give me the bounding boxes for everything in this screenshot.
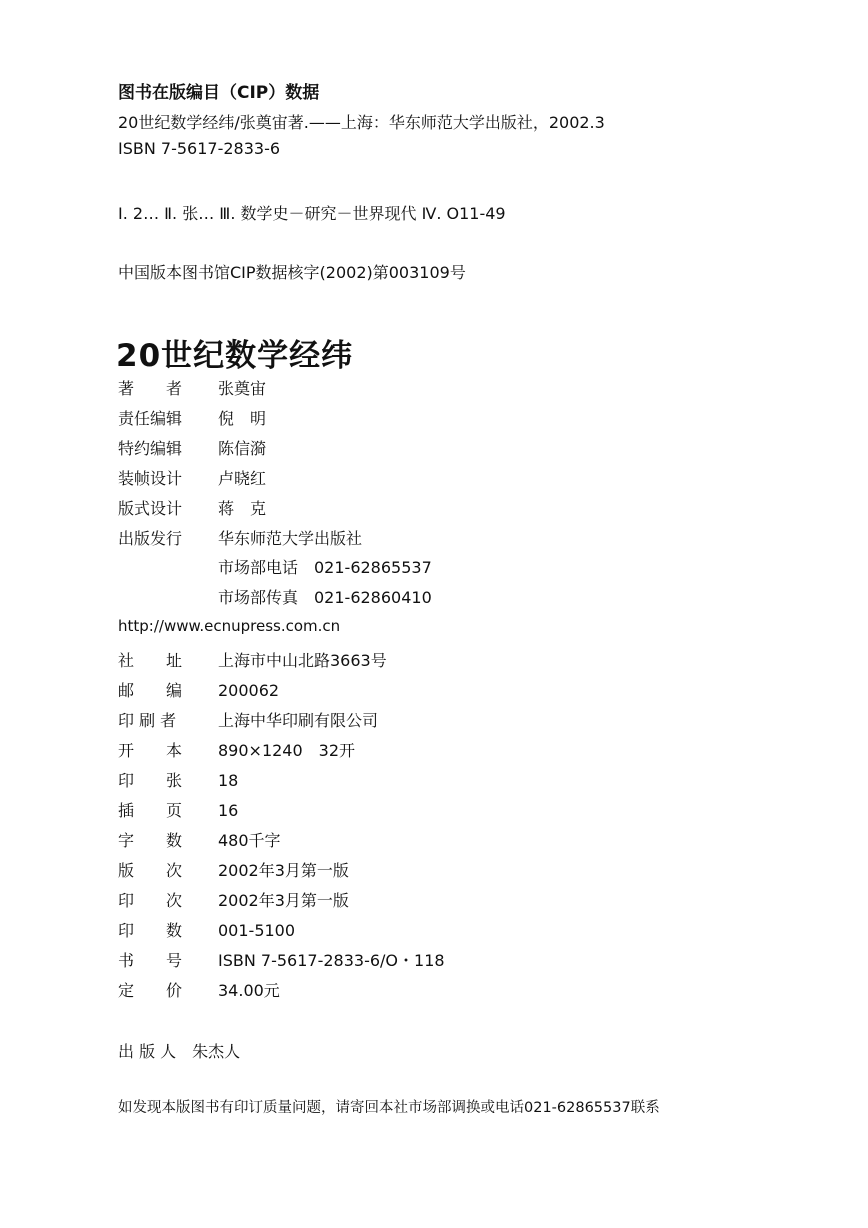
credit-label: 出版发行 (118, 529, 183, 548)
credit-label: 著 者 (118, 379, 183, 398)
credit-value: 陈信漪 (218, 439, 267, 458)
detail-value: 上海市中山北路3663号 (218, 651, 387, 670)
detail-value: 480千字 (218, 831, 281, 850)
detail-row-print-run (118, 918, 295, 941)
detail-label: 书 号 (118, 951, 183, 970)
detail-row-postcode (118, 678, 279, 701)
detail-label: 邮 编 (118, 681, 183, 700)
quality-notice: 如发现本版图书有印订质量问题，请寄回本社市场部调换或电话021-62865537联系 (118, 1100, 660, 1116)
detail-row-format (118, 738, 355, 761)
detail-row-price (118, 978, 280, 1001)
detail-label: 印 数 (118, 921, 183, 940)
detail-value: 18 (218, 771, 239, 790)
cip-heading: 图书在版编目（CIP）数据 (118, 83, 320, 103)
detail-value: 2002年3月第一版 (218, 891, 349, 910)
credit-value: 蒋 克 (218, 499, 267, 518)
credit-label: 特约编辑 (118, 439, 183, 458)
cip-line-title: 20世纪数学经纬/张奠宙著.——上海：华东师范大学出版社，2002.3 (118, 113, 605, 132)
detail-row-isbn (118, 948, 445, 971)
detail-value: 上海中华印刷有限公司 (218, 711, 379, 730)
detail-label: 定 价 (118, 981, 183, 1000)
credit-row-layout-design (118, 496, 266, 519)
detail-row-sheets (118, 768, 238, 791)
detail-value: ISBN 7-5617-2833-6/O・118 (218, 951, 445, 970)
cip-line-isbn: ISBN 7-5617-2833-6 (118, 139, 281, 158)
detail-row-edition (118, 858, 349, 881)
cip-line-record-number: 中国版本图书馆CIP数据核字(2002)第003109号 (118, 263, 466, 282)
credit-row-special-editor (118, 436, 266, 459)
detail-label: 版 次 (118, 861, 183, 880)
credit-row-publisher (118, 526, 362, 549)
detail-label: 印 张 (118, 771, 183, 790)
detail-value: 200062 (218, 681, 280, 700)
detail-label: 插 页 (118, 801, 183, 820)
credit-row-binding-design (118, 466, 266, 489)
marketing-fax: 市场部传真 021-62860410 (218, 588, 432, 607)
credit-value: 卢晓红 (218, 469, 267, 488)
detail-value: 001-5100 (218, 921, 296, 940)
detail-label: 社 址 (118, 651, 183, 670)
credit-value: 华东师范大学出版社 (218, 529, 363, 548)
detail-value: 16 (218, 801, 239, 820)
detail-value: 34.00元 (218, 981, 280, 1000)
detail-label: 印 刷 者 (118, 711, 177, 730)
detail-row-address (118, 648, 387, 671)
book-title: 20世纪数学经纬 (116, 338, 354, 374)
detail-label: 字 数 (118, 831, 183, 850)
credit-label: 责任编辑 (118, 409, 183, 428)
credit-value: 倪 明 (218, 409, 267, 428)
detail-label: 印 次 (118, 891, 183, 910)
credit-label: 装帧设计 (118, 469, 183, 488)
credit-value: 张奠宙 (218, 379, 267, 398)
publisher-website[interactable]: http://www.ecnupress.com.cn (118, 617, 341, 635)
credit-row-author (118, 376, 266, 399)
marketing-phone: 市场部电话 021-62865537 (218, 558, 432, 577)
detail-row-printing (118, 888, 349, 911)
detail-row-inserts (118, 798, 238, 821)
detail-row-word-count (118, 828, 281, 851)
cip-line-classification: Ⅰ. 2… Ⅱ. 张… Ⅲ. 数学史－研究－世界现代 Ⅳ. O11-49 (118, 204, 506, 223)
detail-row-printer (118, 708, 378, 731)
detail-label: 开 本 (118, 741, 183, 760)
detail-value: 2002年3月第一版 (218, 861, 349, 880)
credit-label: 版式设计 (118, 499, 183, 518)
detail-value: 890×1240 32开 (218, 741, 356, 760)
credit-row-editor (118, 406, 266, 429)
publisher-person: 出 版 人 朱杰人 (118, 1042, 241, 1061)
